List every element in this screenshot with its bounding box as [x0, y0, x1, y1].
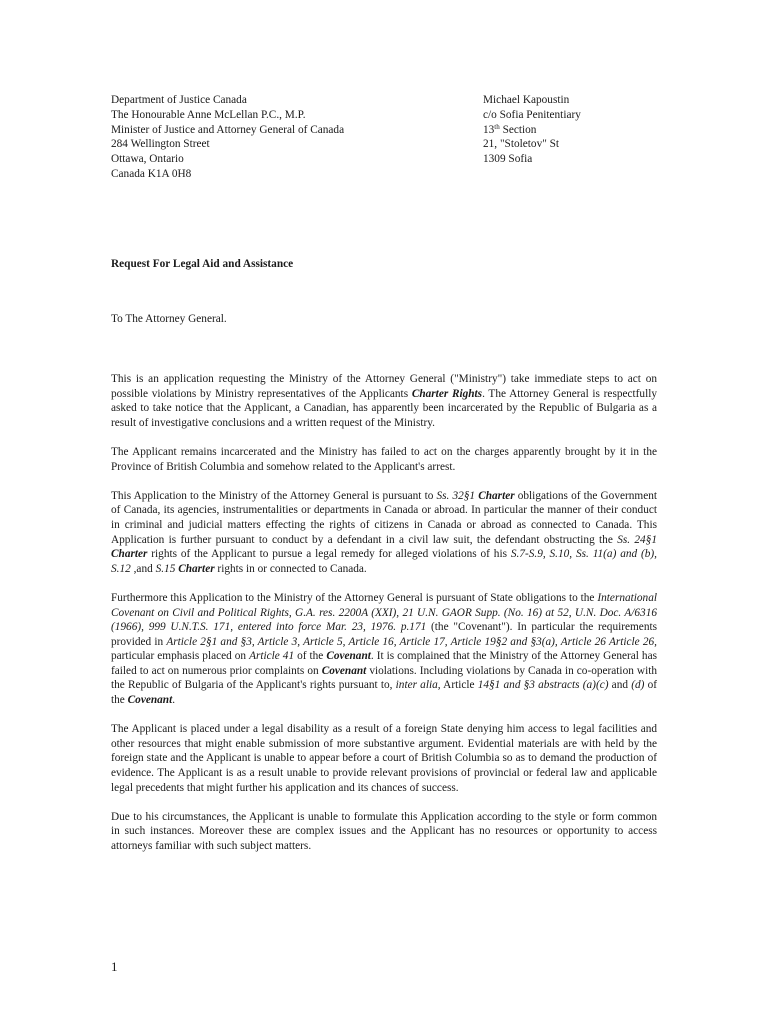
citation-run: (d) [631, 679, 645, 692]
sender-city: 1309 Sofia [483, 153, 533, 166]
sender-section-number: 13 [483, 123, 495, 136]
text-run: Due to his circumstances, the Applicant is unable to formulate this Application according to the style or form common in such instances. Moreover these are complex issues and the Applicant has no resources or opportunity to access attorneys familiar with such subject matters. [111, 810, 657, 852]
text-run: ,and [130, 562, 156, 575]
text-run: (the "Covenant"). In particular the requirements provided in [111, 621, 657, 648]
emphasis-run: Covenant [127, 694, 173, 707]
text-run: . It is complained that the Ministry of the Attorney General has failed to act on numerous prior complaints on [111, 650, 657, 677]
text-run: of the [111, 679, 657, 707]
citation-run: 14§1 and §3 abstracts (a)(c) [477, 679, 609, 692]
emphasis-run: Covenant [326, 650, 371, 663]
text-run: and [608, 679, 632, 692]
sender-address-block [483, 93, 683, 167]
emphasis-run: Charter [111, 548, 148, 561]
text-run: rights in or connected to Canada. [214, 562, 367, 575]
body-paragraph-5 [111, 722, 657, 795]
citation-run: S.15 [155, 562, 176, 575]
citation-run: inter alia, [395, 679, 441, 692]
sender-name: Michael Kapoustin [483, 94, 570, 106]
recipient-line: 284 Wellington Street [111, 138, 210, 151]
recipient-line: Ottawa, Ontario [111, 153, 184, 166]
recipient-line: Department of Justice Canada [111, 94, 247, 106]
text-run: The Applicant is placed under a legal disability as a result of a foreign State denying him access to legal facilities and other resources that might enable submission of more substantive argument. Evidential materials are with held by the foreign state and the Applicant is unable to appear before a court of British Columbia so as to demand the production of evidence. The Applicant is as a result unable to provide relevant provisions of provincial or federal law and applicable legal precedents that might further his application and its chances of success. [111, 723, 657, 794]
citation-run: International Covenant on Civil and Political Rights, G.A. res. 2200A (XXI), 21 U.N. GAOR Supp. (No. 16) at 52, U.N. Doc. A/6316 (1966), 999 U.N.T.S. 171, entered into force Mar. 23, 1976. p.171 [111, 591, 657, 634]
citation-run: S.7-S.9, S.10, Ss. 11(a) and (b), S.12 [111, 548, 657, 575]
text-run: This is an application requesting the Ministry of the Attorney General ("Ministry") take immediate steps to act on possible violations by Ministry representatives of the Applicants [111, 373, 657, 400]
sender-section [483, 123, 683, 138]
emphasis-run: Covenant [321, 664, 367, 677]
body-paragraph-3 [111, 489, 657, 577]
body-paragraph-2 [111, 445, 657, 474]
text-run: Article [440, 679, 478, 692]
page-number: 1 [111, 959, 118, 974]
sender-care-of: c/o Sofia Penitentiary [483, 108, 581, 121]
text-run: Furthermore this Application to the Ministry of the Attorney General is pursuant of State obligations to the [111, 591, 598, 604]
recipient-address-block [111, 93, 461, 182]
citation-run: Article 2§1 and §3, Article 3, Article 5, Article 16, Article 17, Article 19§2 and §3(a), Article 26 Article 26, [166, 635, 658, 648]
sender-section-suffix: th [494, 122, 500, 131]
emphasis-run: Charter [178, 562, 215, 575]
letter-subject: Request For Legal Aid and Assistance [111, 258, 294, 270]
citation-run: Ss. 32§1 [436, 489, 476, 502]
text-run: This Application to the Ministry of the Attorney General is pursuant to [111, 489, 437, 502]
text-run: rights of the Applicant to pursue a legal remedy for alleged violations of his [147, 548, 511, 561]
text-run: violations. Including violations by Canada in co-operation with the Republic of Bulgaria of the Applicant's rights pursuant to, [111, 664, 657, 692]
citation-run: Ss. 24§1 [617, 533, 657, 546]
recipient-line: Canada K1A 0H8 [111, 167, 192, 180]
citation-run: Article 41 [249, 650, 295, 663]
letter-salutation: To The Attorney General. [111, 313, 227, 325]
text-run: . [172, 694, 176, 707]
text-run: The Applicant remains incarcerated and the Ministry has failed to act on the charges apparently brought by it in the Province of British Columbia and somehow related to the Applicant's arrest. [111, 445, 657, 473]
text-run: obligations of the Government of Canada, its agencies, instrumentalities or departments in Canada or abroad. In particular the manner of their conduct in criminal and judicial matters effecting the rights of citizens in Canada or abroad as connected to Canada. This Application is further pursuant to conduct by a defendant in a civil law suit, the defendant obstructing the [111, 489, 657, 546]
text-run: of the [294, 650, 327, 663]
body-paragraph-1 [111, 372, 657, 430]
recipient-line: The Honourable Anne McLellan P.C., M.P. [111, 108, 306, 121]
emphasis-run: Charter Rights [411, 387, 483, 400]
emphasis-run: Charter [478, 489, 515, 502]
sender-section-word: Section [499, 123, 537, 136]
body-paragraph-6 [111, 810, 657, 854]
letter-body [111, 372, 657, 854]
recipient-line: Minister of Justice and Attorney General of Canada [111, 123, 345, 136]
body-paragraph-4 [111, 591, 657, 708]
text-run: particular emphasis placed on [111, 650, 250, 663]
text-run: . The Attorney General is respectfully asked to take notice that the Applicant, a Canadian, has apparently been incarcerated by the Republic of Bulgaria as a result of investigative conclusions and a written request of the Ministry. [111, 387, 657, 429]
sender-street: 21, "Stoletov" St [483, 138, 560, 151]
